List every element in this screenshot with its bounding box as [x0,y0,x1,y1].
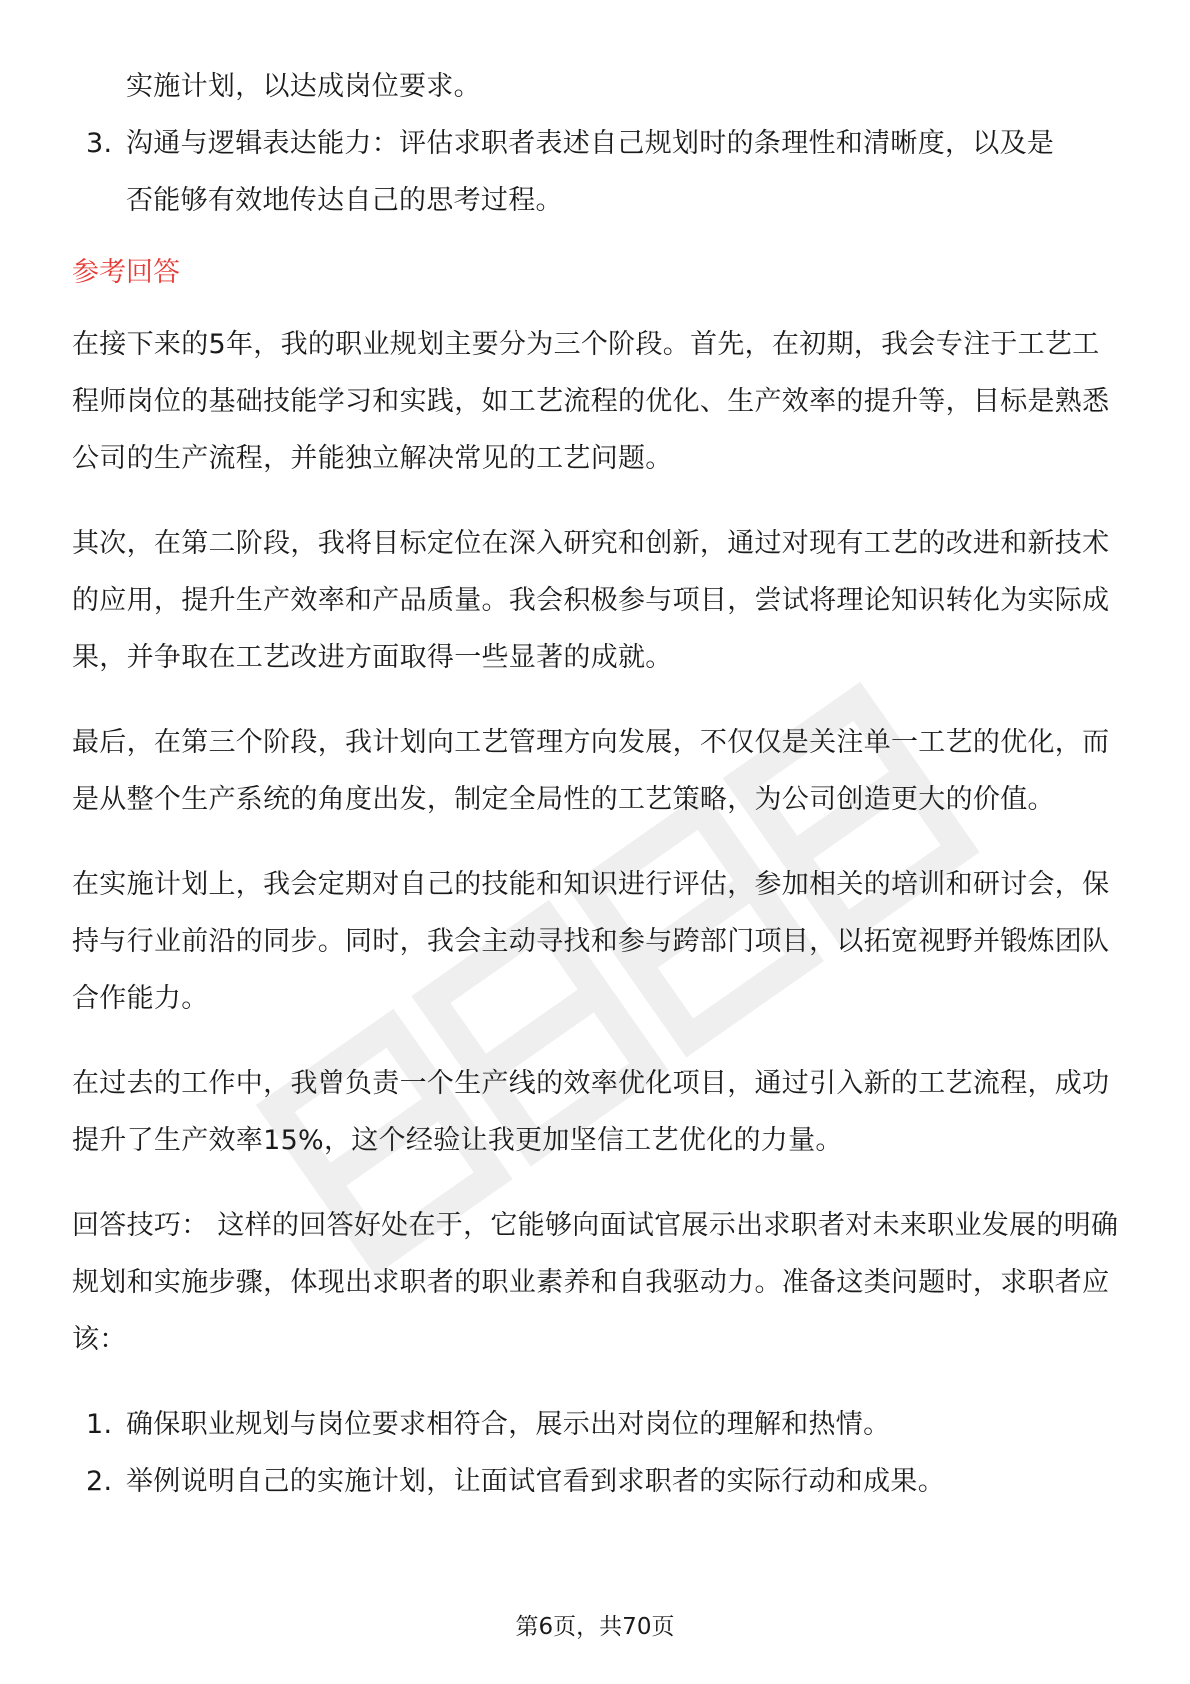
section-title: 参考回答 [72,257,180,288]
list-item-text: 举例说明自己的实施计划，让面试官看到求职者的实际行动和成果。 [126,1466,945,1497]
page-footer: 第6页，共70页 [515,1614,675,1640]
criteria-item-3-line-1: 沟通与逻辑表达能力：评估求职者表述自己规划时的条理性和清晰度，以及是 [126,128,1055,159]
tips-list [72,1396,1122,1510]
criteria-item-3 [72,115,1122,229]
list-item [72,1453,1122,1510]
list-item [72,1396,1122,1453]
list-item-continuation: 实施计划，以达成岗位要求。 [126,71,481,102]
list-number: 2. [86,1466,113,1497]
list-number: 1. [86,1409,113,1440]
answer-paragraph-4: 在实施计划上，我会定期对自己的技能和知识进行评估，参加相关的培训和研讨会，保持与行业前沿的同步。同时，我会主动寻找和参与跨部门项目，以拓宽视野并锻炼团队合作能力。 [72,869,1110,1014]
list-number: 3. [86,128,113,159]
answer-tips-paragraph: 回答技巧： 这样的回答好处在于，它能够向面试官展示出求职者对未来职业发展的明确规划和实施步骤，体现出求职者的职业素养和自我驱动力。准备这类问题时，求职者应该： [72,1210,1119,1355]
criteria-item-3-line-2: 否能够有效地传达自己的思考过程。 [126,185,563,216]
page-content [72,58,1122,1510]
answer-paragraph-2: 其次，在第二阶段，我将目标定位在深入研究和创新，通过对现有工艺的改进和新技术的应用，提升生产效率和产品质量。我会积极参与项目，尝试将理论知识转化为实际成果，并争取在工艺改进方面取得一些显著的成就。 [72,528,1110,673]
answer-paragraph-3: 最后，在第三个阶段，我计划向工艺管理方向发展，不仅仅是关注单一工艺的优化，而是从整个生产系统的角度出发，制定全局性的工艺策略，为公司创造更大的价值。 [72,727,1110,815]
list-item-text: 确保职业规划与岗位要求相符合，展示出对岗位的理解和热情。 [126,1409,891,1440]
answer-paragraph-1: 在接下来的5年，我的职业规划主要分为三个阶段。首先，在初期，我会专注于工艺工程师岗位的基础技能学习和实践，如工艺流程的优化、生产效率的提升等，目标是熟悉公司的生产流程，并能独立解决常见的工艺问题。 [72,329,1110,474]
answer-paragraph-5: 在过去的工作中，我曾负责一个生产线的效率优化项目，通过引入新的工艺流程，成功提升了生产效率15%，这个经验让我更加坚信工艺优化的力量。 [72,1068,1110,1156]
